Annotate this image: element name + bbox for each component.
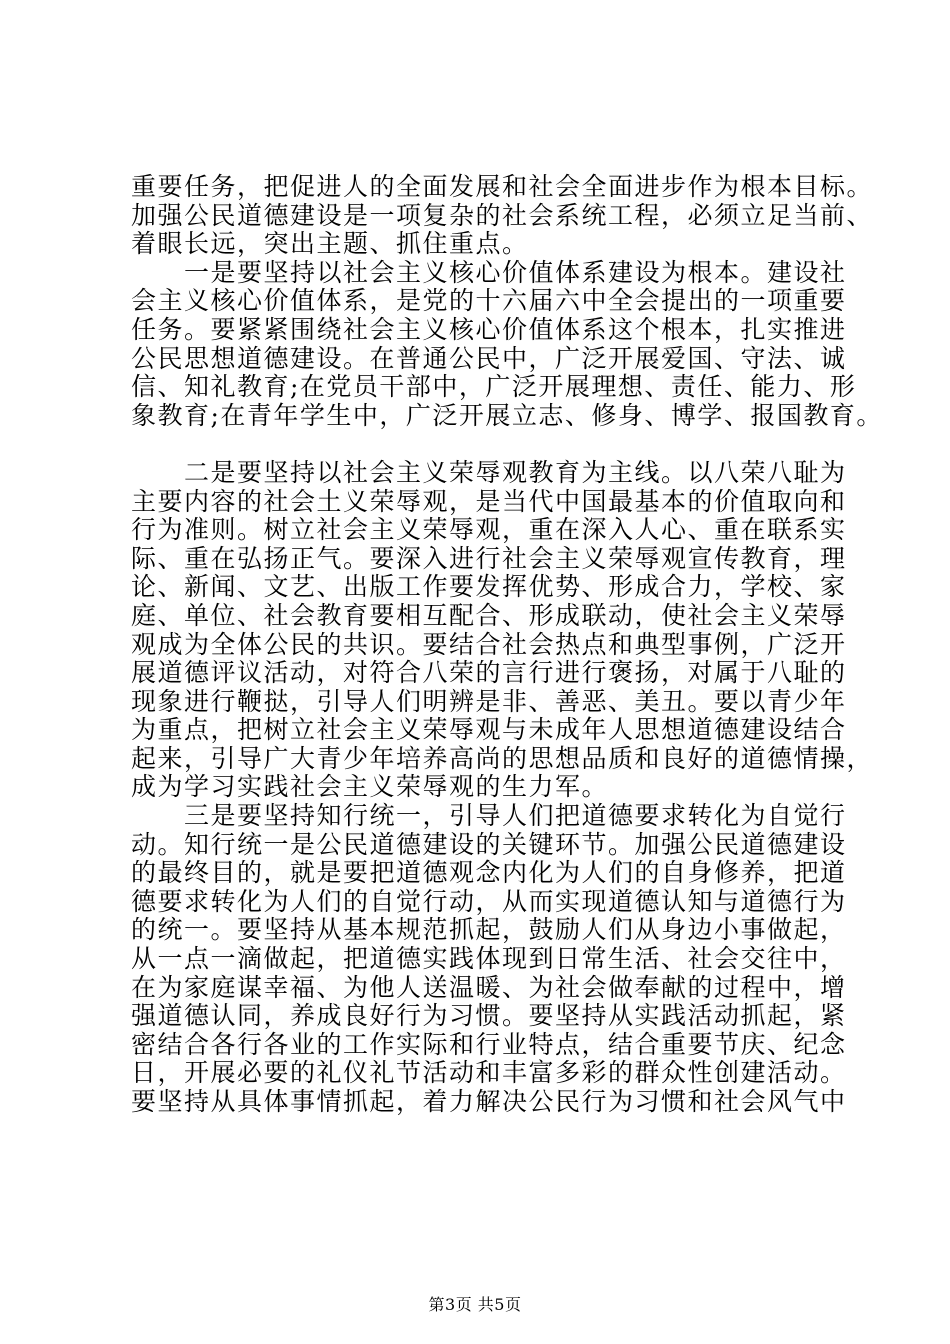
- text-line: 二是要坚持以社会主义荣辱观教育为主线。以八荣八耻为: [131, 457, 847, 487]
- text-line: 庭、单位、社会教育要相互配合、形成联动，使社会主义荣辱: [131, 600, 847, 630]
- text-line: 密结合各行各业的工作实际和行业特点，结合重要节庆、纪念: [131, 1029, 847, 1059]
- text-line: 论、新闻、文艺、出版工作要发挥优势、形成合力，学校、家: [131, 572, 847, 602]
- text-line: 行为准则。树立社会主义荣辱观，重在深入人心、重在联系实: [131, 515, 847, 545]
- text-line: 信、知礼教育;在党员干部中，广泛开展理想、责任、能力、形: [131, 372, 857, 402]
- text-line: 会主义核心价值体系，是党的十六届六中全会提出的一项重要: [131, 286, 847, 316]
- text-line: 任务。要紧紧围绕社会主义核心价值体系这个根本，扎实推进: [131, 314, 847, 344]
- text-line: 公民思想道德建设。在普通公民中，广泛开展爱国、守法、诚: [131, 343, 847, 373]
- text-line: 的统一。要坚持从基本规范抓起，鼓励人们从身边小事做起，: [131, 915, 847, 945]
- document-body: [131, 172, 883, 1117]
- text-line: 动。知行统一是公民道德建设的关键环节。加强公民道德建设: [131, 829, 847, 859]
- text-line: 现象进行鞭挞，引导人们明辨是非、善恶、美丑。要以青少年: [131, 686, 847, 716]
- text-line: 起来，引导广大青少年培养高尚的思想品质和良好的道德情操，: [131, 743, 874, 773]
- text-line: 观成为全体公民的共识。要结合社会热点和典型事例，广泛开: [131, 629, 847, 659]
- text-line: 强道德认同，养成良好行为习惯。要坚持从实践活动抓起，紧: [131, 1001, 847, 1031]
- text-line: 在为家庭谋幸福、为他人送温暖、为社会做奉献的过程中，增: [131, 972, 847, 1002]
- text-line: 加强公民道德建设是一项复杂的社会系统工程，必须立足当前、: [131, 200, 874, 230]
- text-line: 重要任务，把促进人的全面发展和社会全面进步作为根本目标。: [131, 172, 874, 201]
- text-line: 三是要坚持知行统一，引导人们把道德要求转化为自觉行: [131, 801, 847, 831]
- text-line: 成为学习实践社会主义荣辱观的生力军。: [131, 772, 609, 802]
- text-line: 展道德评议活动，对符合八荣的言行进行褒扬，对属于八耻的: [131, 658, 847, 688]
- text-line: 日，开展必要的礼仪礼节活动和丰富多彩的群众性创建活动。: [131, 1058, 847, 1088]
- text-line: 从一点一滴做起，把道德实践体现到日常生活、社会交往中，: [131, 944, 847, 974]
- text-line: 主要内容的社会土义荣辱观，是当代中国最基本的价值取向和: [131, 486, 847, 516]
- text-line: 要坚持从具体事情抓起，着力解决公民行为习惯和社会风气中: [131, 1087, 847, 1116]
- page-number: 第3页 共5页: [428, 1295, 522, 1314]
- page-footer: [0, 1295, 950, 1315]
- paragraph-gap: [131, 430, 831, 459]
- text-line: 一是要坚持以社会主义核心价值体系建设为根本。建设社: [131, 257, 847, 287]
- text-line: 着眼长远，突出主题、抓住重点。: [131, 229, 529, 259]
- text-line: 德要求转化为人们的自觉行动，从而实现道德认知与道德行为: [131, 886, 847, 916]
- text-line: 际、重在弘扬正气。要深入进行社会主义荣辱观宣传教育，理: [131, 543, 847, 573]
- text-line: 为重点，把树立社会主义荣辱观与未成年人思想道德建设结合: [131, 715, 847, 745]
- text-line: 象教育;在青年学生中，广泛开展立志、修身、博学、报国教育。: [131, 400, 883, 430]
- text-line: 的最终目的，就是要把道德观念内化为人们的自身修养，把道: [131, 858, 847, 888]
